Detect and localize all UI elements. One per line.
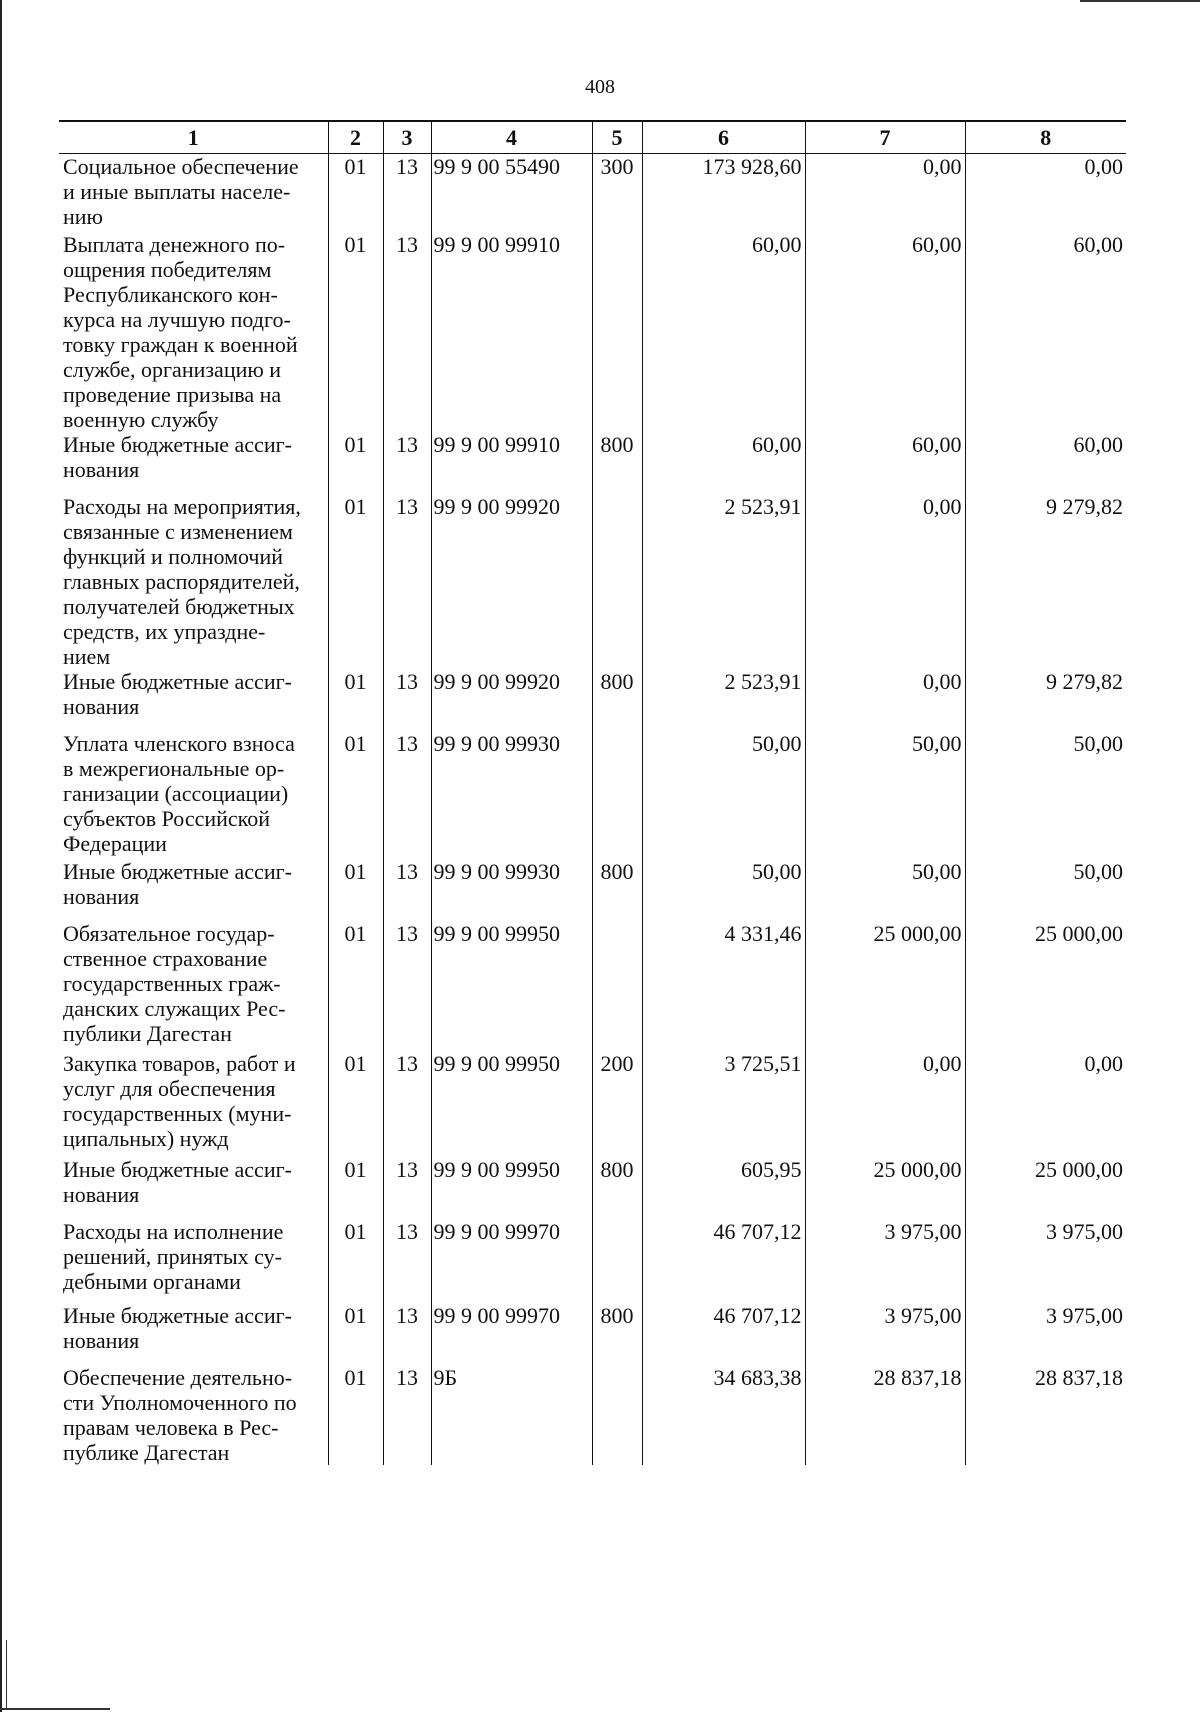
amount-col7: 50,00 — [805, 859, 965, 921]
section-code: 01 — [328, 154, 383, 232]
section-code: 01 — [328, 859, 383, 921]
section-code: 01 — [328, 494, 383, 669]
subsection-code: 13 — [383, 154, 431, 232]
table-row — [59, 921, 1126, 1051]
expense-type-code: 200 — [592, 1051, 642, 1157]
section-code: 01 — [328, 232, 383, 432]
table-row — [59, 1219, 1126, 1303]
amount-col7: 50,00 — [805, 731, 965, 859]
section-code: 01 — [328, 1303, 383, 1365]
scan-edge-top — [1080, 0, 1200, 2]
table-body — [59, 154, 1126, 1465]
expense-type-code: 800 — [592, 432, 642, 494]
amount-col6: 46 707,12 — [642, 1303, 805, 1365]
row-description: Уплата членского взноса в межрегиональные ор- ганизации (ассоциации) субъектов Российской Федерации — [63, 730, 295, 856]
amount-col8: 50,00 — [965, 731, 1126, 859]
row-description: Выплата денежного по- ощрения победителям Республиканского кон- курса на лучшую подго- товку граждан к военной службе, организацию и проведение призыва на военную службу — [63, 231, 298, 432]
amount-col6: 2 523,91 — [642, 494, 805, 669]
subsection-code: 13 — [383, 1157, 431, 1219]
amount-col6: 2 523,91 — [642, 669, 805, 731]
target-item-code: 99 9 00 99950 — [431, 921, 592, 1051]
amount-col8: 0,00 — [965, 1051, 1126, 1157]
table-row — [59, 432, 1126, 494]
row-description: Иные бюджетные ассиг- нования — [63, 1156, 292, 1207]
expense-type-code: 300 — [592, 154, 642, 232]
row-description: Социальное обеспечение и иные выплаты населе- нию — [63, 154, 299, 229]
subsection-code: 13 — [383, 1051, 431, 1157]
table-row — [59, 154, 1126, 232]
section-code: 01 — [328, 432, 383, 494]
expense-type-code — [592, 232, 642, 432]
target-item-code: 99 9 00 55490 — [431, 154, 592, 232]
column-header: 4 — [431, 121, 592, 154]
table-row — [59, 669, 1126, 731]
amount-col7: 0,00 — [805, 669, 965, 731]
amount-col7: 3 975,00 — [805, 1303, 965, 1365]
amount-col6: 34 683,38 — [642, 1365, 805, 1465]
amount-col8: 50,00 — [965, 859, 1126, 921]
subsection-code: 13 — [383, 432, 431, 494]
expense-type-code: 800 — [592, 859, 642, 921]
subsection-code: 13 — [383, 1365, 431, 1465]
amount-col8: 9 279,82 — [965, 494, 1126, 669]
subsection-code: 13 — [383, 232, 431, 432]
row-description: Обязательное государ- ственное страхование государственных граж- данских служащих Рес- публики Дагестан — [63, 920, 286, 1046]
section-code: 01 — [328, 1157, 383, 1219]
amount-col6: 3 725,51 — [642, 1051, 805, 1157]
row-description: Обеспечение деятельно- сти Уполномоченного по правам человека в Рес- публике Дагестан — [63, 1364, 297, 1465]
amount-col7: 60,00 — [805, 232, 965, 432]
amount-col7: 3 975,00 — [805, 1219, 965, 1303]
column-header: 2 — [328, 121, 383, 154]
section-code: 01 — [328, 731, 383, 859]
expense-type-code — [592, 1365, 642, 1465]
amount-col8: 9 279,82 — [965, 669, 1126, 731]
table-row — [59, 232, 1126, 432]
subsection-code: 13 — [383, 859, 431, 921]
row-description: Расходы на исполнение решений, принятых су- дебными органами — [63, 1218, 284, 1294]
row-description: Иные бюджетные ассиг- нования — [63, 858, 292, 909]
section-code: 01 — [328, 1051, 383, 1157]
amount-col6: 50,00 — [642, 859, 805, 921]
amount-col7: 0,00 — [805, 154, 965, 232]
row-description: Закупка товаров, работ и услуг для обеспечения государственных (муни- ципальных) нужд — [63, 1050, 296, 1151]
amount-col8: 3 975,00 — [965, 1303, 1126, 1365]
amount-col7: 0,00 — [805, 494, 965, 669]
amount-col7: 28 837,18 — [805, 1365, 965, 1465]
amount-col6: 173 928,60 — [642, 154, 805, 232]
row-description: Иные бюджетные ассиг- нования — [63, 1302, 292, 1353]
subsection-code: 13 — [383, 731, 431, 859]
amount-col6: 605,95 — [642, 1157, 805, 1219]
header-row — [59, 121, 1126, 154]
amount-col6: 50,00 — [642, 731, 805, 859]
target-item-code: 99 9 00 99950 — [431, 1051, 592, 1157]
table-row — [59, 1157, 1126, 1219]
table-row — [59, 1303, 1126, 1365]
amount-col8: 3 975,00 — [965, 1219, 1126, 1303]
target-item-code: 9Б — [431, 1365, 592, 1465]
row-description: Иные бюджетные ассиг- нования — [63, 431, 292, 482]
target-item-code: 99 9 00 99930 — [431, 859, 592, 921]
expense-type-code: 800 — [592, 1157, 642, 1219]
subsection-code: 13 — [383, 494, 431, 669]
amount-col6: 46 707,12 — [642, 1219, 805, 1303]
section-code: 01 — [328, 921, 383, 1051]
expense-type-code — [592, 731, 642, 859]
column-header: 6 — [642, 121, 805, 154]
subsection-code: 13 — [383, 921, 431, 1051]
table-row — [59, 859, 1126, 921]
amount-col7: 60,00 — [805, 432, 965, 494]
amount-col8: 25 000,00 — [965, 1157, 1126, 1219]
amount-col6: 60,00 — [642, 232, 805, 432]
amount-col6: 60,00 — [642, 432, 805, 494]
expense-type-code — [592, 1219, 642, 1303]
scan-edge-bottom — [0, 1708, 110, 1710]
column-header: 1 — [59, 121, 328, 154]
column-header: 7 — [805, 121, 965, 154]
expense-type-code — [592, 494, 642, 669]
expense-type-code: 800 — [592, 669, 642, 731]
target-item-code: 99 9 00 99930 — [431, 731, 592, 859]
table-row — [59, 731, 1126, 859]
amount-col8: 0,00 — [965, 154, 1126, 232]
target-item-code: 99 9 00 99920 — [431, 494, 592, 669]
table-row — [59, 1365, 1126, 1465]
subsection-code: 13 — [383, 1303, 431, 1365]
expense-type-code: 800 — [592, 1303, 642, 1365]
expense-type-code — [592, 921, 642, 1051]
column-header: 8 — [965, 121, 1126, 154]
target-item-code: 99 9 00 99970 — [431, 1219, 592, 1303]
scan-edge-mark — [6, 1640, 7, 1710]
amount-col8: 25 000,00 — [965, 921, 1126, 1051]
amount-col7: 25 000,00 — [805, 1157, 965, 1219]
target-item-code: 99 9 00 99950 — [431, 1157, 592, 1219]
subsection-code: 13 — [383, 1219, 431, 1303]
amount-col8: 60,00 — [965, 432, 1126, 494]
target-item-code: 99 9 00 99970 — [431, 1303, 592, 1365]
page-number: 408 — [585, 76, 615, 98]
subsection-code: 13 — [383, 669, 431, 731]
column-header: 3 — [383, 121, 431, 154]
row-description: Расходы на мероприятия, связанные с изменением функций и полномочий главных распорядителей, получателей бюджетных средств, их упраздне- нием — [63, 493, 301, 669]
section-code: 01 — [328, 1219, 383, 1303]
budget-table — [59, 120, 1126, 1465]
amount-col8: 60,00 — [965, 232, 1126, 432]
section-code: 01 — [328, 1365, 383, 1465]
table-row — [59, 1051, 1126, 1157]
section-code: 01 — [328, 669, 383, 731]
row-description: Иные бюджетные ассиг- нования — [63, 668, 292, 719]
scan-edge-left — [0, 0, 2, 1712]
amount-col7: 0,00 — [805, 1051, 965, 1157]
amount-col7: 25 000,00 — [805, 921, 965, 1051]
table-row — [59, 494, 1126, 669]
target-item-code: 99 9 00 99920 — [431, 669, 592, 731]
column-header: 5 — [592, 121, 642, 154]
amount-col6: 4 331,46 — [642, 921, 805, 1051]
amount-col8: 28 837,18 — [965, 1365, 1126, 1465]
target-item-code: 99 9 00 99910 — [431, 232, 592, 432]
target-item-code: 99 9 00 99910 — [431, 432, 592, 494]
